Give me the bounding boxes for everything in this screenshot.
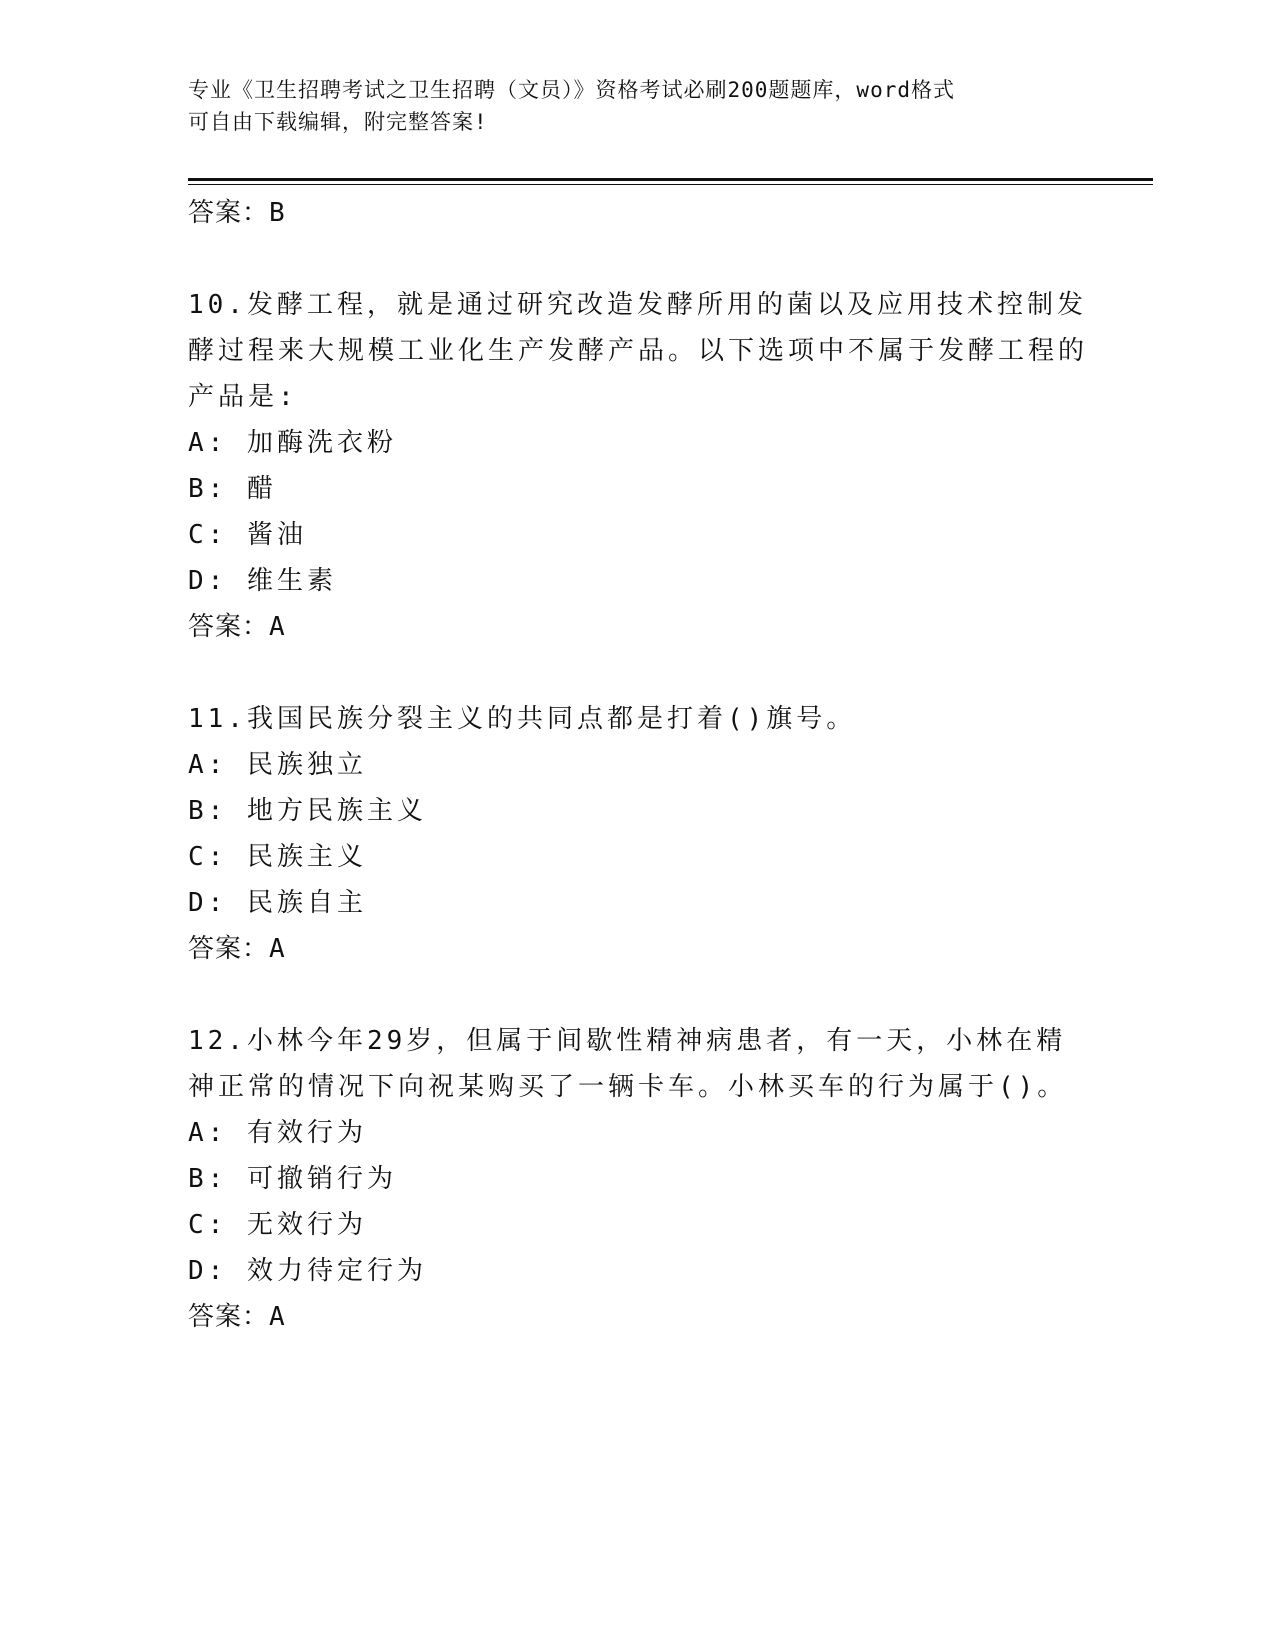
document-header xyxy=(188,74,1068,138)
answer-line: 答案：A xyxy=(188,1302,286,1332)
option-c: C: 酱油 xyxy=(188,520,307,550)
option-d: D: 维生素 xyxy=(188,566,337,596)
question-block xyxy=(188,696,1088,972)
question-text: 12.小林今年29岁，但属于间歇性精神病患者，有一天，小林在精神正常的情况下向祝某购买了一辆卡车。小林买车的行为属于()。 xyxy=(188,1026,1068,1102)
option-a: A: 加酶洗衣粉 xyxy=(188,428,397,458)
spacer xyxy=(188,650,1088,696)
option-a: A: 民族独立 xyxy=(188,750,367,780)
option-c: C: 民族主义 xyxy=(188,842,367,872)
header-line-2: 可自由下载编辑，附完整答案! xyxy=(188,110,488,134)
option-c: C: 无效行为 xyxy=(188,1210,367,1240)
option-b: B: 可撤销行为 xyxy=(188,1164,397,1194)
option-d: D: 效力待定行为 xyxy=(188,1256,427,1286)
option-b: B: 地方民族主义 xyxy=(188,796,427,826)
answer-line: 答案：A xyxy=(188,612,286,642)
question-block xyxy=(188,1018,1088,1340)
question-text: 10.发酵工程，就是通过研究改造发酵所用的菌以及应用技术控制发酵过程来大规模工业化生产发酵产品。以下选项中不属于发酵工程的产品是: xyxy=(188,290,1089,412)
spacer xyxy=(188,236,1088,282)
question-text: 11.我国民族分裂主义的共同点都是打着()旗号。 xyxy=(188,704,857,734)
answer-line: 答案：B xyxy=(188,198,286,228)
option-b: B: 醋 xyxy=(188,474,277,504)
header-divider-thin xyxy=(188,184,1153,185)
header-line-1: 专业《卫生招聘考试之卫生招聘（文员）》资格考试必刷200题题库，word格式 xyxy=(188,78,955,102)
answer-line: 答案：A xyxy=(188,934,286,964)
spacer xyxy=(188,972,1088,1018)
question-block xyxy=(188,282,1088,650)
document-body xyxy=(188,190,1088,1340)
header-divider-thick xyxy=(188,178,1153,181)
option-a: A: 有效行为 xyxy=(188,1118,367,1148)
option-d: D: 民族自主 xyxy=(188,888,367,918)
